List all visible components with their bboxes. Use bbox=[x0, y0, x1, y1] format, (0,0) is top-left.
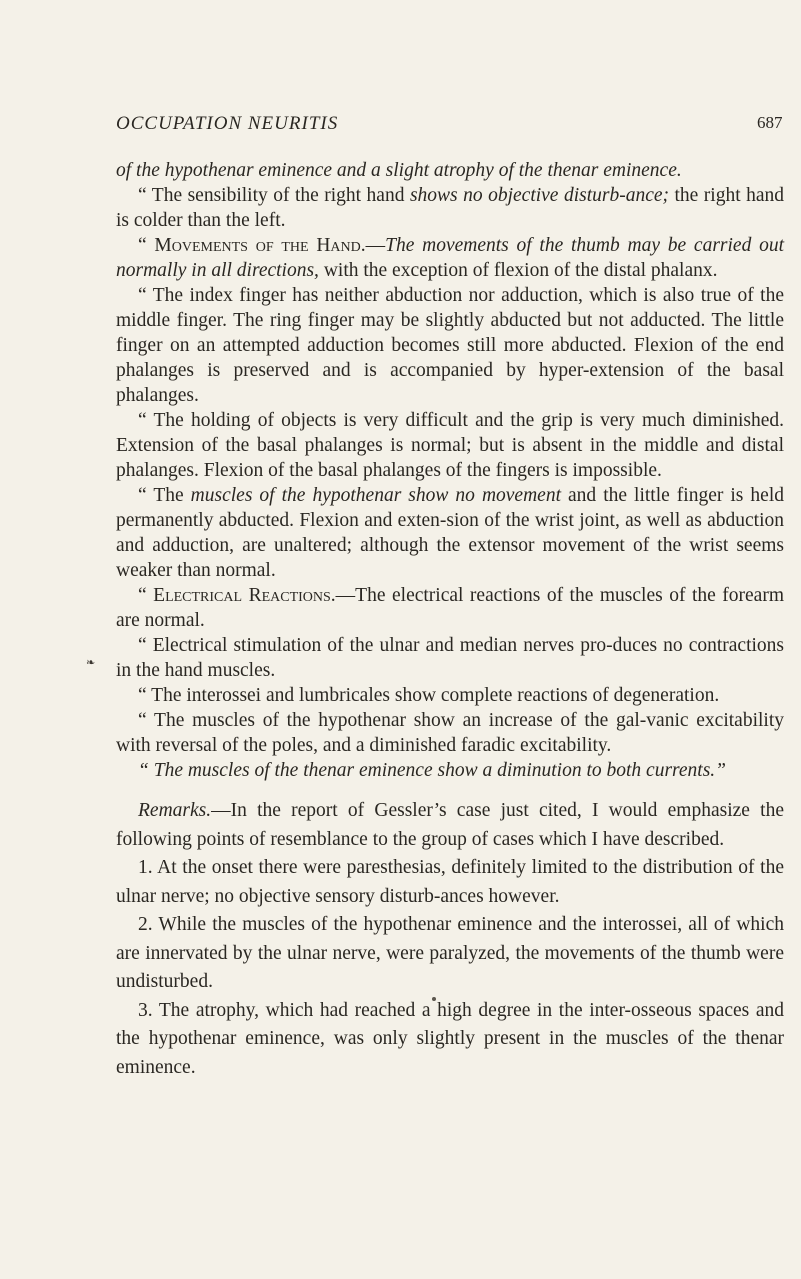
sensibility-close: the right hand is colder than the left. bbox=[116, 185, 785, 231]
paragraph-electrical-reactions bbox=[116, 583, 784, 633]
remarks-text: —In the report of Gessler’s case just cited, I would emphasize the following points of resemblance to the group of cases which I have described. bbox=[116, 800, 784, 850]
paragraph-index-finger: “ The index finger has neither abduction nor adduction, which is also true of the middle finger. The ring finger may be slightly abducted but not adducted. The little finger on an attempted adduction becomes still more abducted. Flexion of the end phalanges is preserved and is accompanied by hyper-extension of the basal phalanges. bbox=[116, 285, 784, 406]
paragraph-hypothenar-muscles bbox=[116, 483, 784, 583]
running-head: OCCUPATION NEURITIS bbox=[116, 113, 339, 134]
electrical-close: —The electrical reactions of the muscles of the forearm are normal. bbox=[116, 585, 784, 631]
list-item-2: 2. While the muscles of the hypothenar eminence and the interossei, all of which are innervated by the ulnar nerve, were paralyzed, the movements of the thumb were undisturbed. bbox=[116, 914, 784, 992]
remarks-label: Remarks. bbox=[138, 800, 212, 821]
list-item-1: 1. At the onset there were paresthesias, definitely limited to the distribution of the ulnar nerve; no objective sensory disturb-ances however. bbox=[116, 857, 784, 907]
body-text bbox=[116, 158, 784, 1082]
movements-dash: — bbox=[365, 235, 386, 256]
section-heading-electrical: “ Electrical Reactions. bbox=[138, 585, 336, 606]
paragraph-galvanic: “ The muscles of the hypothenar show an increase of the gal-vanic excitability with reversal of the poles, and a diminished faradic excitability. bbox=[116, 710, 784, 756]
hypothenar-lead: “ The bbox=[138, 485, 191, 506]
paragraph-interossei: “ The interossei and lumbricales show complete reactions of degeneration. bbox=[138, 685, 720, 706]
hypothenar-close: and the little finger is held permanently abducted. Flexion and exten-sion of the wrist joint, as well as abduction and adduction, are unaltered; although the extensor movement of the wrist seems weaker than normal. bbox=[116, 485, 784, 581]
paragraph-remarks bbox=[116, 797, 784, 854]
paragraph-hypothenar-continuation: of the hypothenar eminence and a slight atrophy of the thenar eminence. bbox=[116, 160, 682, 181]
paragraph-movements-of-hand bbox=[116, 233, 784, 283]
sensibility-lead: “ The sensibility of the right hand bbox=[138, 185, 410, 206]
section-heading-movements: “ Movements of the Hand. bbox=[138, 235, 366, 256]
paragraph-sensibility bbox=[116, 183, 784, 233]
sensibility-italic: shows no objective disturb-ance; bbox=[409, 185, 670, 206]
movements-italic: The movements of the thumb may be carried out normally in all directions, bbox=[116, 235, 784, 281]
page-number: 687 bbox=[757, 113, 783, 132]
movements-close: with the exception of flexion of the distal phalanx. bbox=[318, 260, 718, 281]
marginal-mark: ❧ bbox=[86, 657, 96, 669]
list-item-3: 3. The atrophy, which had reached a high degree in the inter-osseous spaces and the hypothenar eminence, was only slightly present in the muscles of the thenar eminence. bbox=[116, 999, 784, 1078]
paragraph-holding-objects: “ The holding of objects is very difficult and the grip is very much diminished. Extension of the basal phalanges is normal; but is absent in the middle and distal phalanges. Flexion of the basal phalanges of the fingers is impossible. bbox=[116, 410, 784, 481]
paragraph-electrical-stimulation: “ Electrical stimulation of the ulnar and median nerves pro-duces no contractions in the hand muscles. bbox=[116, 635, 784, 681]
paragraph-thenar-currents: “ The muscles of the thenar eminence show a diminution to both currents.” bbox=[138, 760, 727, 781]
hypothenar-italic: muscles of the hypothenar show no movement bbox=[190, 485, 561, 506]
